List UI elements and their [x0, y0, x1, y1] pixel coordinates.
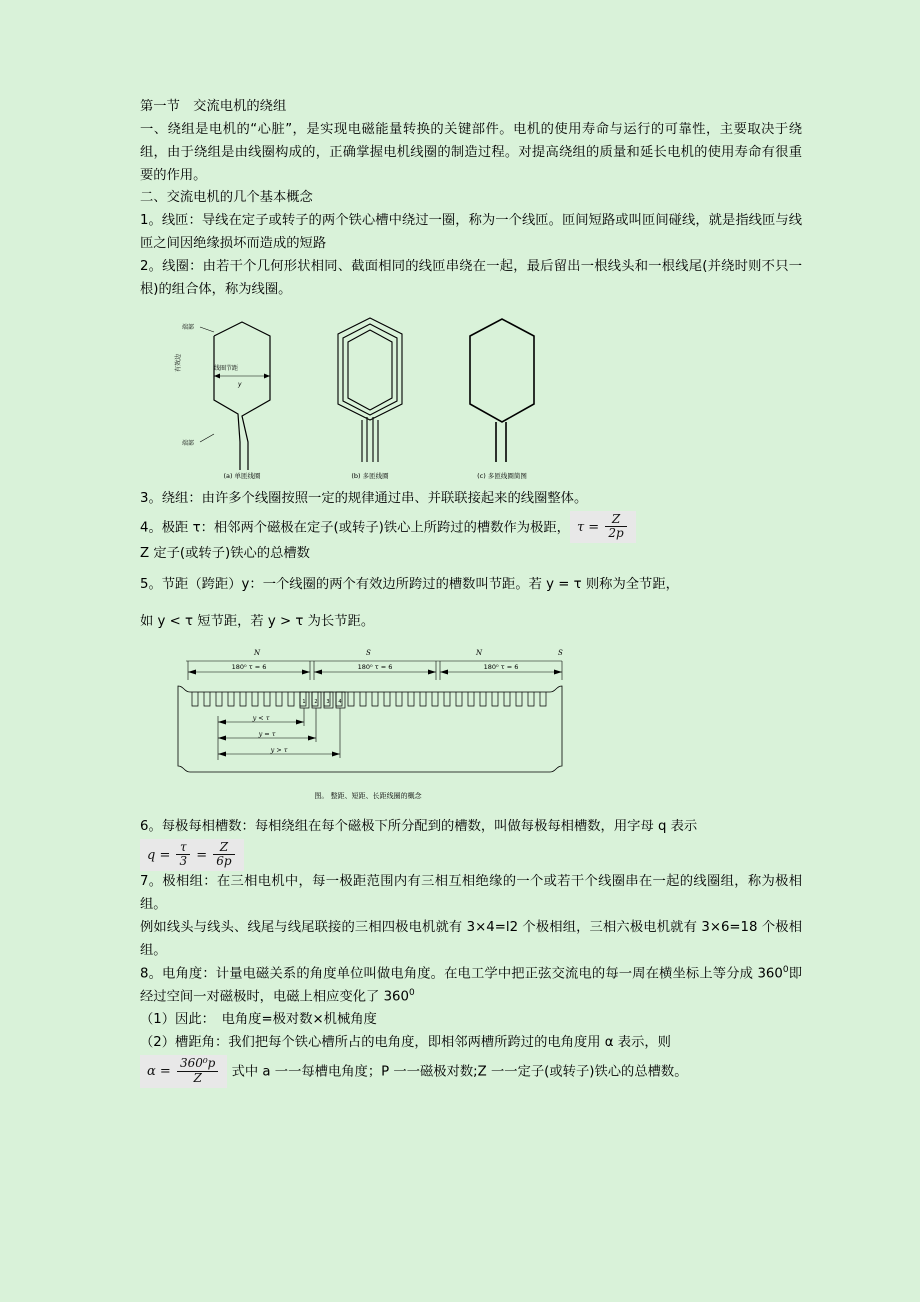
item4-lead: 4。极距 τ：相邻两个磁极在定子(或转子)铁心上所跨过的槽数作为极距，	[140, 519, 570, 535]
paragraph-item4	[140, 511, 802, 544]
figure-coil-shapes-svg	[170, 312, 570, 480]
svg-text:1: 1	[302, 698, 306, 705]
figure2-pole-S1: S	[366, 648, 371, 657]
item6-lead: 6。每极每相槽数：每相绕组在每个磁极下所分配到的槽数，叫做每极每相槽数，用字母 q 表示	[140, 818, 698, 834]
item8-sup2: 0	[408, 987, 415, 998]
figure1-caption-a: (a) 单匝线圈	[223, 471, 261, 480]
item8-sup1: 0	[782, 964, 789, 975]
svg-text:2: 2	[314, 698, 318, 705]
paragraph-item2: 2。线圈：由若干个几何形状相同、截面相同的线匝串绕在一起，最后留出一根线头和一根线尾(并绕时则不只一根)的组合体，称为线圈。	[140, 259, 802, 297]
paragraph-item6-formula	[140, 839, 802, 872]
figure1-caption-b: (b) 多匝线圈	[351, 471, 389, 480]
figure2-span-3: 180⁰ τ = 6	[483, 662, 519, 671]
figure1-caption-c: (c) 多匝线圈简图	[477, 471, 527, 480]
paragraph-item7-example: 例如线头与线头、线尾与线尾联接的三相四极电机就有 3×4=l2 个极相组，三相六极电机就有 3×6=18 个极相组。	[140, 919, 802, 958]
paragraph-item1: 1。线匝：导线在定子或转子的两个铁心槽中绕过一圈，称为一个线匝。匝间短路或叫匝间碰线，就是指线匝与线匝之间因绝缘损坏而造成的短路	[140, 213, 802, 252]
figure1-label-pitch-symbol: y	[238, 380, 242, 388]
formula-slot-angle: α = $\frac{\text{360⁰p}}{Z}$	[140, 1055, 227, 1088]
figure2-pole-N1: N	[254, 648, 261, 657]
paragraph-item8-sub2: （2）槽距角：我们把每个铁心槽所占的电角度，即相邻两槽所跨过的电角度用 α 表示，则	[140, 1035, 671, 1051]
figure2-pitch-full: y = τ	[258, 729, 276, 738]
paragraph-item8	[140, 963, 802, 1010]
figure2-pole-S2: S	[558, 648, 563, 657]
document-body	[140, 96, 802, 1088]
figure2-span-1: 180⁰ τ = 6	[231, 662, 267, 671]
item8-tail: 式中 a 一一每槽电角度；P 一一磁极对数;Z 一一定子(或转子)铁心的总槽数。	[231, 1064, 688, 1080]
figure2-caption: 图。 整距、短距、长距线圈的概念	[314, 791, 422, 800]
formula-slots-per-pole-phase: q = $\frac{\tau}{3}$ = $\frac{Z}{6p}$	[140, 839, 244, 872]
paragraph-item4-tail: Z 定子(或转子)铁心的总槽数	[140, 546, 310, 562]
paragraph-item5-line2: 如 y < τ 短节距，若 y > τ 为长节距。	[140, 613, 375, 629]
figure1-label-top-end: 端部	[182, 323, 195, 331]
figure-pitch-diagram	[140, 646, 802, 806]
paragraph-item7: 7。极相组：在三相电机中，每一极距范围内有三相互相绝缘的一个或若干个线圈串在一起的线圈组，称为极相组。	[140, 874, 802, 913]
figure2-pitch-short: y < τ	[252, 713, 270, 722]
formula-pole-pitch: τ = $\frac{Z}{2p}$	[570, 511, 636, 544]
figure-coil-shapes	[140, 312, 802, 480]
paragraph-item6	[140, 816, 802, 839]
figure2-pole-N2: N	[476, 648, 483, 657]
figure1-label-side: 有效边	[175, 353, 182, 372]
item8-lead: 8。电角度：计量电磁关系的角度单位叫做电角度。在电工学中把正弦交流电的每一周在横坐标上等分成 360	[140, 966, 783, 982]
figure2-pitch-long: y > τ	[270, 745, 288, 754]
paragraph-item5-line1: 5。节距（跨距）y：一个线圈的两个有效边所跨过的槽数叫节距。若 y = τ 则称为全节距，	[140, 577, 679, 593]
figure1-label-pitch: 线圈节距	[214, 364, 239, 372]
figure1-label-bottom-end: 端部	[182, 439, 195, 447]
paragraph-item8-sub1: （1）因此： 电角度=极对数×机械角度	[140, 1012, 377, 1028]
svg-text:4: 4	[338, 698, 342, 705]
svg-text:3: 3	[326, 698, 330, 705]
paragraph-item3: 3。绕组：由许多个线圈按照一定的规律通过串、并联联接起来的线圈整体。	[140, 490, 588, 506]
paragraph-concepts-heading: 二、交流电机的几个基本概念	[140, 190, 313, 206]
figure2-span-2: 180⁰ τ = 6	[357, 662, 393, 671]
figure-pitch-diagram-svg	[158, 646, 578, 806]
section-title: 第一节 交流电机的绕组	[140, 99, 287, 114]
paragraph-item8-formula-line	[140, 1055, 802, 1088]
item8-mid: 即经过空间一对磁极时，电磁上相应变化了 360	[140, 966, 802, 1005]
paragraph-intro: 一、绕组是电机的“心脏”，是实现电磁能量转换的关键部件。电机的使用寿命与运行的可靠性，主要取决于绕组，由于绕组是由线圈构成的，正确掌握电机线圈的制造过程。对提高绕组的质量和延长电机的使用寿命有很重要的作用。	[140, 121, 802, 183]
